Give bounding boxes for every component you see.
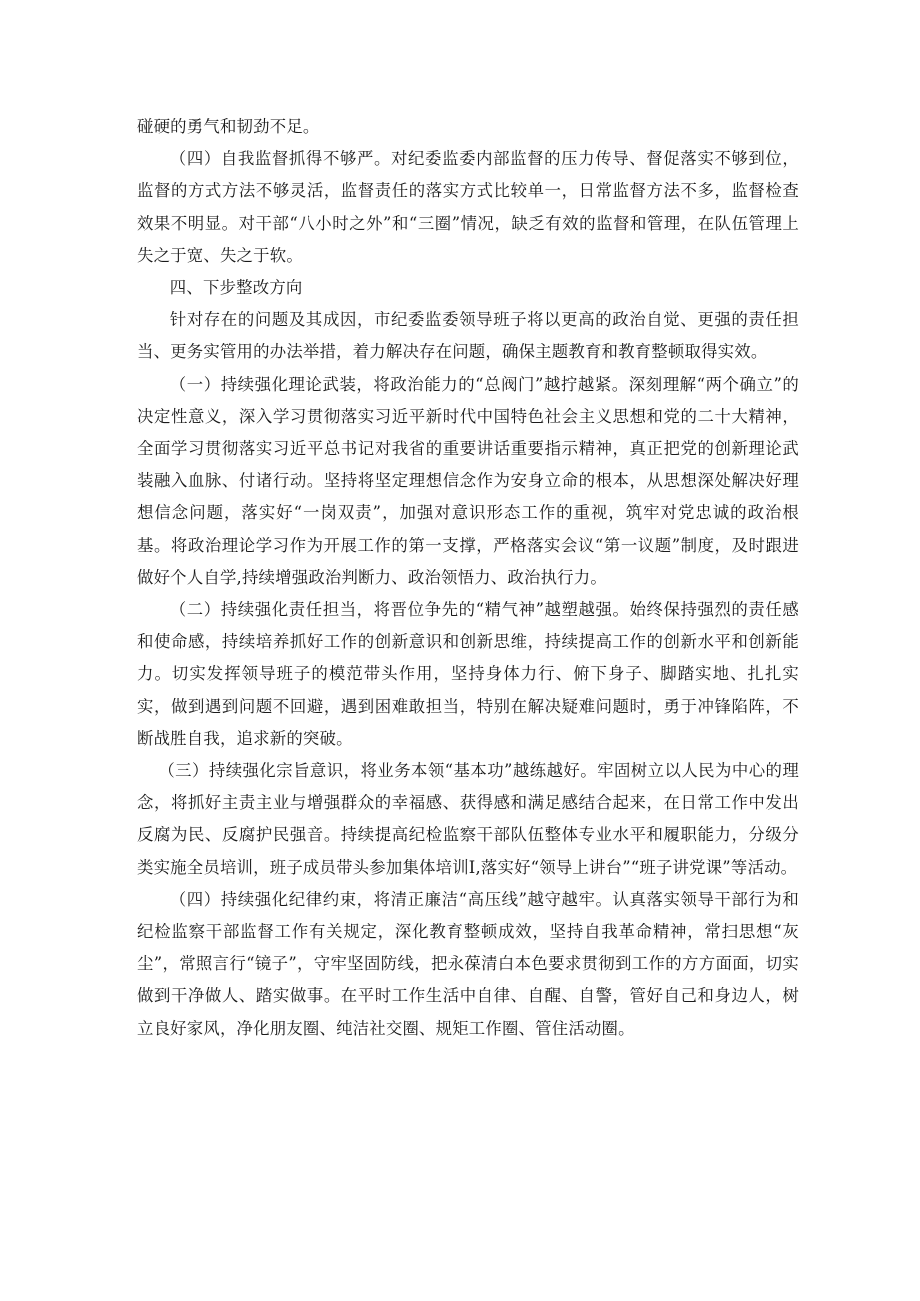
paragraph-self-supervision: （四）自我监督抓得不够严。对纪委监委内部监督的压力传导、督促落实不够到位，监督的方式方法不够灵活，监督责任的落实方式比较单一，日常监督方法不多，监督检查效果不明显。对干部“八小时之外”和“三圈”情况，缺乏有效的监督和管理，在队伍管理上失之于宽、失之于软。 [137, 149, 799, 265]
paragraph-item-3: （三）持续强化宗旨意识，将业务本领“基本功”越练越好。牢固树立以人民为中心的理念，将抓好主责主业与增强群众的幸福感、获得感和满足感结合起来，在日常工作中发出反腐为民、反腐护民强音。持续提高纪检监察干部队伍整体专业水平和履职能力，分级分类实施全员培训，班子成员带头参加集体培训I,落实好“领导上讲台”“班子讲党课”等活动。 [137, 761, 799, 877]
paragraph-item-4: （四）持续强化纪律约束，将清正廉洁“高压线”越守越牢。认真落实领导干部行为和纪检监察干部监督工作有关规定，深化教育整顿成效，坚持自我革命精神，常扫思想“灰尘”，常照言行“镜子”，守牢坚固防线，把永葆清白本色要求贯彻到工作的方方面面，切实做到干净做人、踏实做事。在平时工作生活中自律、自醒、自警，管好自己和身边人，树立良好家风，净化朋友圈、纯洁社交圈、规矩工作圈、管住活动圈。 [137, 889, 799, 1038]
paragraph-item-2: （二）持续强化责任担当，将晋位争先的“精气神”越塑越强。始终保持强烈的责任感和使命感，持续培养抓好工作的创新意识和创新思维，持续提高工作的创新水平和创新能力。切实发挥领导班子的模范带头作用，坚持身体力行、俯下身子、脚踏实地、扎扎实实，做到遇到问题不回避，遇到困难敢担当，特别在解决疑难问题时，勇于冲锋陷阵，不断战胜自我，追求新的突破。 [137, 600, 799, 748]
paragraph-item-1: （一）持续强化理论武装，将政治能力的“总阀门”越拧越紧。深刻理解“两个确立”的决定性意义，深入学习贯彻落实习近平新时代中国特色社会主义思想和党的二十大精神，全面学习贯彻落实习近平总书记对我省的重要讲话重要指示精神，真正把党的创新理论武装融入血脉、付诸行动。坚持将坚定理想信念作为安身立命的根本，从思想深处解决好理想信念问题，落实好“一岗双责”，加强对意识形态工作的重视，筑牢对党忠诚的政治根基。将政治理论学习作为开展工作的第一支撑，严格落实会议“第一议题”制度，及时跟进做好个人自学,持续增强政治判断力、政治领悟力、政治执行力。 [137, 374, 799, 587]
paragraph-intro: 针对存在的问题及其成因，市纪委监委领导班子将以更高的政治自觉、更强的责任担当、更务实管用的办法举措，着力解决存在问题，确保主题教育和教育整顿取得实效。 [137, 310, 799, 362]
section-heading-next-steps: 四、下步整改方向 [169, 278, 303, 298]
paragraph-continuation: 碰硬的勇气和韧劲不足。 [137, 117, 320, 136]
document-body [137, 111, 799, 1045]
